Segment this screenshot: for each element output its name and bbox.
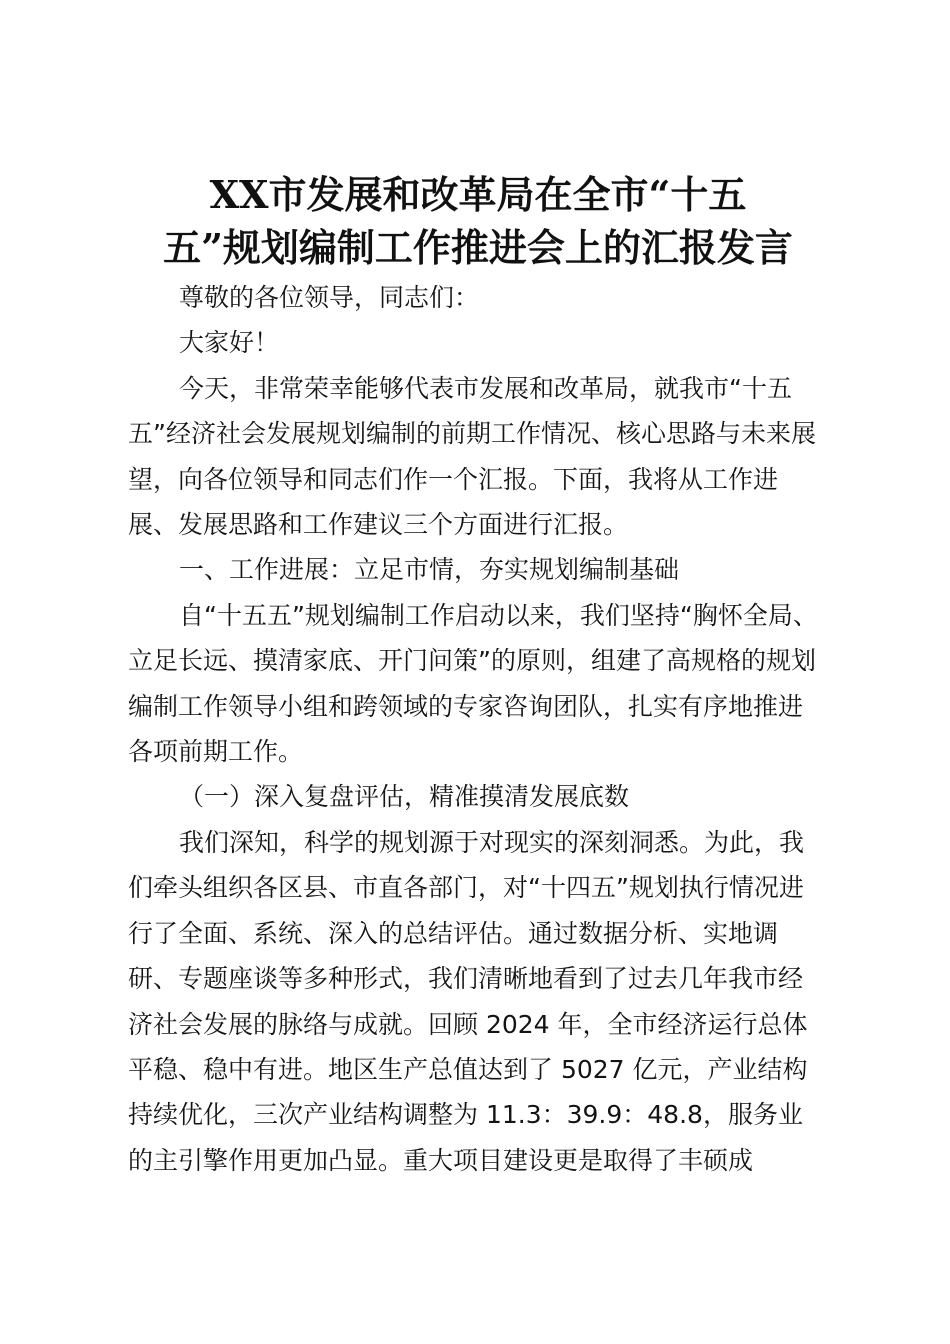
paragraph-line: 自“十五五”规划编制工作启动以来，我们坚持“胸怀全局、 <box>179 600 818 630</box>
paragraph-line: 行了全面、系统、深入的总结评估。通过数据分析、实地调 <box>128 918 779 948</box>
paragraph-line: 展、发展思路和工作建议三个方面进行汇报。 <box>128 510 629 540</box>
greeting <box>128 320 828 365</box>
paragraph-line: 平稳、稳中有进。地区生产总值达到了 5027 亿元，产业结构 <box>128 1054 808 1084</box>
document-title <box>128 168 828 274</box>
paragraph-line: 今天，非常荣幸能够代表市发展和改革局，就我市“十五 <box>179 373 792 403</box>
paragraph-line: 各项前期工作。 <box>128 737 304 767</box>
title-line-2: 五”规划编制工作推进会上的汇报发言 <box>163 225 793 270</box>
paragraph-line: 研、专题座谈等多种形式，我们清晰地看到了过去几年我市经 <box>128 964 804 994</box>
intro-paragraph <box>128 366 828 548</box>
paragraph-line: 尊敬的各位领导，同志们： <box>179 283 480 312</box>
title-line-1: XX市发展和改革局在全市“十五 <box>209 172 747 217</box>
subsection-heading-text: （一）深入复盘评估，精准摸清发展底数 <box>179 782 630 812</box>
paragraph-line: 大家好！ <box>179 328 280 358</box>
paragraph-line: 编制工作领导小组和跨领域的专家咨询团队，扎实有序地推进 <box>128 691 804 721</box>
paragraph-line: 的主引擎作用更加凸显。重大项目建设更是取得了丰硕成 <box>128 1145 754 1175</box>
section-heading-text: 一、工作进展：立足市情，夯实规划编制基础 <box>179 555 680 585</box>
paragraph-line: 们牵头组织各区县、市直各部门，对“十四五”规划执行情况进 <box>128 873 804 903</box>
paragraph-line: 我们深知，科学的规划源于对现实的深刻洞悉。为此，我 <box>179 827 805 857</box>
salutation <box>128 275 828 320</box>
document-body <box>128 275 828 1183</box>
section-heading <box>128 547 828 592</box>
section-paragraph <box>128 593 828 775</box>
subsection-paragraph <box>128 820 828 1183</box>
paragraph-line: 持续优化，三次产业结构调整为 11.3：39.9：48.8，服务业 <box>128 1100 803 1130</box>
paragraph-line: 立足长远、摸清家底、开门问策”的原则，组建了高规格的规划 <box>128 646 816 676</box>
paragraph-line: 五”经济社会发展规划编制的前期工作情况、核心思路与未来展 <box>128 419 816 449</box>
paragraph-line: 济社会发展的脉络与成就。回顾 2024 年，全市经济运行总体 <box>128 1009 808 1039</box>
subsection-heading <box>128 774 828 819</box>
paragraph-line: 望，向各位领导和同志们作一个汇报。下面，我将从工作进 <box>128 464 779 494</box>
